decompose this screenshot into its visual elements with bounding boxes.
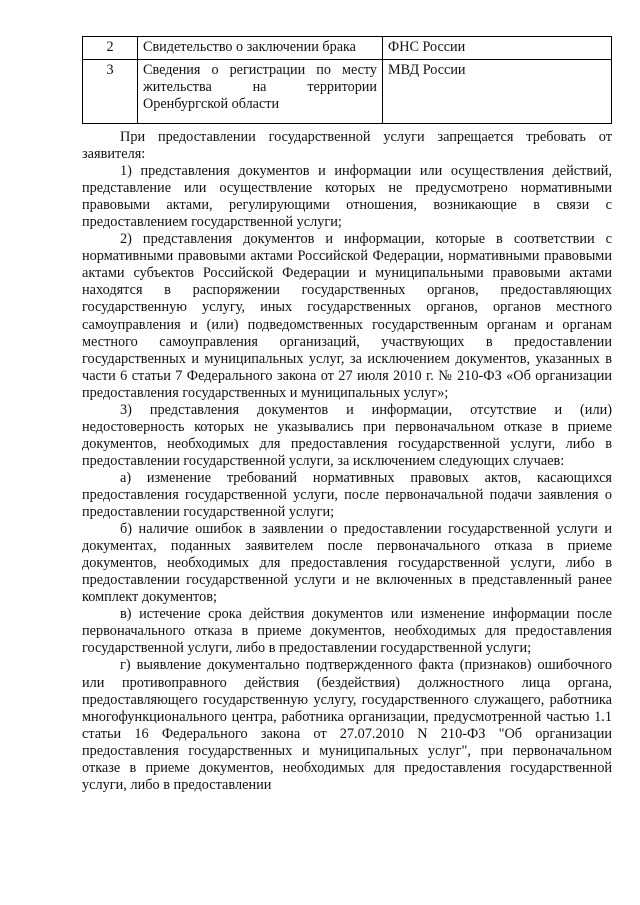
- table-row: [83, 60, 612, 124]
- table-row: [83, 37, 612, 60]
- paragraph-item-b: б) наличие ошибок в заявлении о предоставлении государственной услуги и документах, поданных заявителем после первоначального отказа в приеме документов, необходимых для предоставления государственной услуги, либо в предоставлении государственной услуги и не включенных в представленный ранее комплект документов;: [82, 521, 612, 606]
- documents-table: [82, 36, 612, 124]
- document-name: Сведения о регистрации по месту жительства на территории Оренбургской области: [138, 60, 383, 124]
- paragraph-item-1: 1) представления документов и информации или осуществления действий, представление или осуществление которых не предусмотрено нормативными правовыми актами, регулирующими отношения, возникающие в связи с предоставлением государственной услуги;: [82, 163, 612, 231]
- paragraph-item-2: 2) представления документов и информации, которые в соответствии с нормативными правовыми актами Российской Федерации, нормативными правовыми актами субъектов Российской Федерации и муниципальными правовыми актами находятся в распоряжении государственных органов, предоставляющих государственную услугу, иных государственных органов, органов местного самоуправления и (или) подведомственных государственным органам и органам местного самоуправления организаций, участвующих в предоставлении государственных и муниципальных услуг, за исключением документов, указанных в части 6 статьи 7 Федерального закона от 27 июля 2010 г. № 210-ФЗ «Об организации предоставления государственных и муниципальных услуг»;: [82, 231, 612, 401]
- paragraph-item-v: в) истечение срока действия документов или изменение информации после первоначального отказа в приеме документов, необходимых для предоставления государственной услуги, либо в предоставлении государственной услуги;: [82, 606, 612, 657]
- row-number: 2: [83, 37, 138, 60]
- row-number: 3: [83, 60, 138, 124]
- paragraph-item-g: г) выявление документально подтвержденного факта (признаков) ошибочного или противоправного действия (бездействия) должностного лица органа, предоставляющего государственную услугу, государственного служащего, работника многофункционального центра, работника организации, предусмотренной частью 1.1 статьи 16 Федерального закона от 27.07.2010 N 210-ФЗ "Об организации предоставления государственных и муниципальных услуг", при первоначальном отказе в приеме документов, необходимых для предоставления государственной услуги, либо в предоставлении: [82, 657, 612, 793]
- paragraph-item-a: а) изменение требований нормативных правовых актов, касающихся предоставления государственной услуги, после первоначальной подачи заявления о предоставлении государственной услуги;: [82, 469, 612, 521]
- paragraph-intro: При предоставлении государственной услуги запрещается требовать от заявителя:: [82, 129, 612, 163]
- issuing-authority: ФНС России: [383, 37, 612, 60]
- paragraph-item-3: 3) представления документов и информации, отсутствие и (или) недостоверность которых не указывались при первоначальном отказе в приеме документов, необходимых для предоставления государственной услуги, либо в предоставлении государственной услуги, за исключением следующих случаев:: [82, 401, 612, 469]
- document-name: Свидетельство о заключении брака: [138, 37, 383, 60]
- body-text: [82, 129, 612, 794]
- issuing-authority: МВД России: [383, 60, 612, 124]
